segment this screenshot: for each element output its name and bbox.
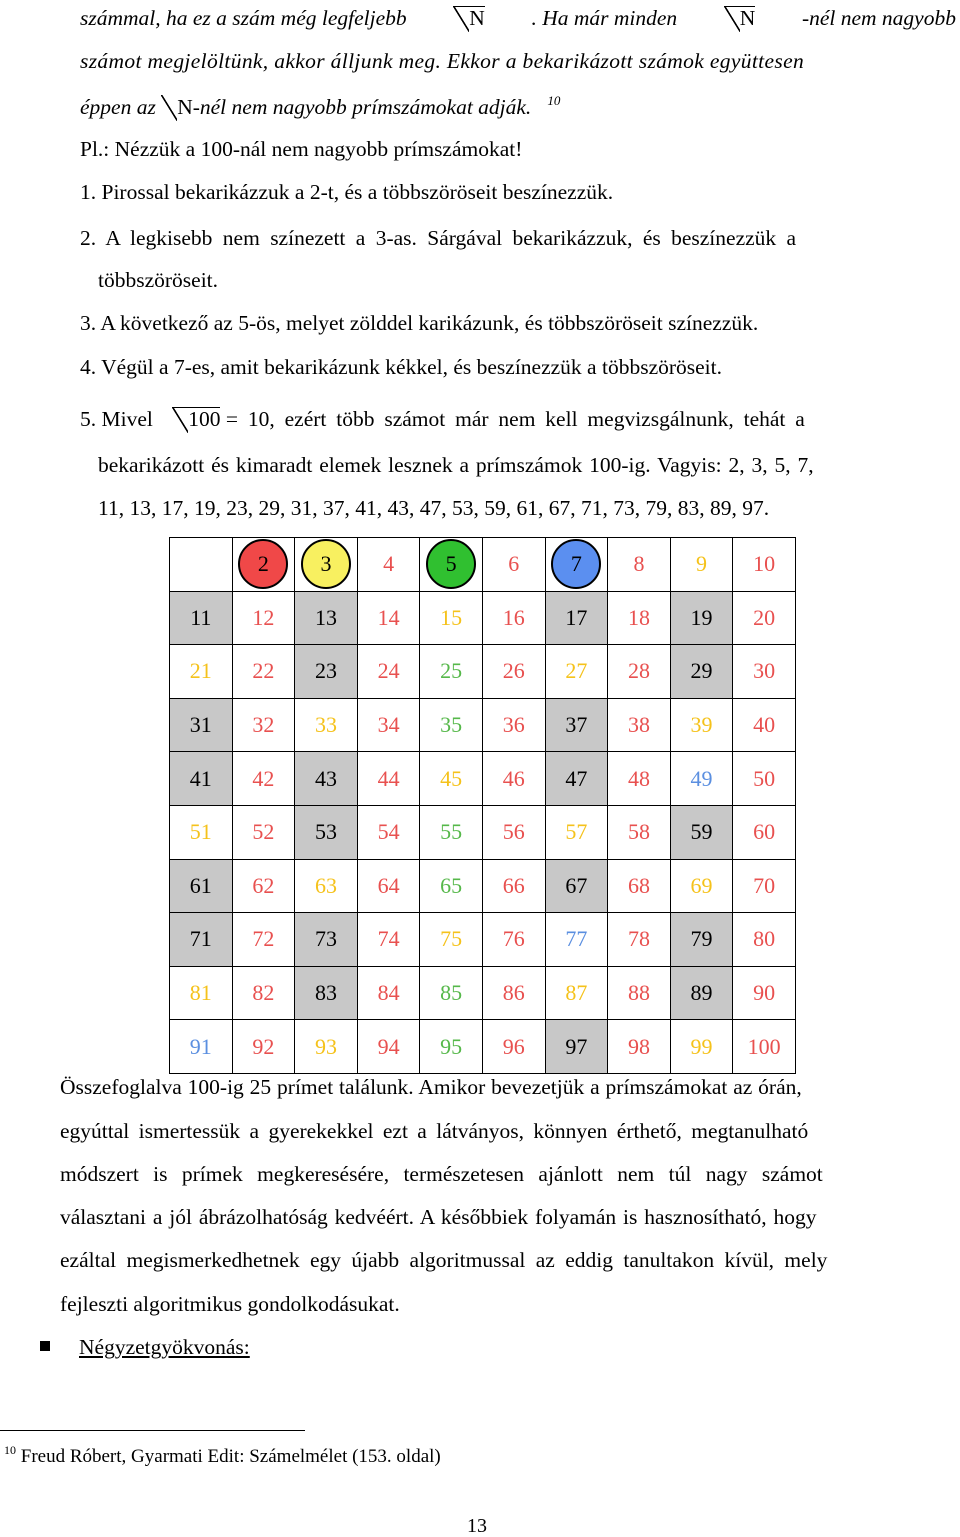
sieve-cell-68 — [608, 860, 671, 914]
intro-line-2: számot megjelöltünk, akkor álljunk meg. Ekkor a bekarikázott számok együttesen — [80, 49, 805, 73]
sieve-cell-10 — [733, 538, 796, 592]
sieve-cell-72 — [233, 913, 296, 967]
sieve-number: 97 — [565, 1033, 588, 1059]
sieve-cell-71 — [170, 913, 233, 967]
sieve-number: 77 — [565, 926, 588, 952]
sieve-number: 89 — [690, 980, 713, 1006]
sieve-number: 91 — [189, 1033, 212, 1059]
sieve-number: 57 — [565, 819, 588, 845]
sieve-cell-30 — [733, 645, 796, 699]
sieve-number: 98 — [627, 1033, 650, 1059]
sieve-number: 21 — [189, 658, 212, 684]
sieve-cell-80 — [733, 913, 796, 967]
sieve-cell-22 — [233, 645, 296, 699]
sieve-number: 66 — [502, 872, 525, 898]
sieve-cell-57 — [546, 806, 609, 860]
summary-line-4: választani a jól ábrázolhatóság kedvéért. A későbbiek folyamán is hasznosítható, hogy — [60, 1205, 817, 1229]
sieve-cell-65 — [420, 860, 483, 914]
sieve-number: 69 — [690, 872, 713, 898]
sieve-number: 13 — [314, 604, 337, 630]
sieve-cell-26 — [483, 645, 546, 699]
sieve-number: 11 — [190, 604, 212, 630]
sieve-number: 37 — [565, 712, 588, 738]
sieve-number: 87 — [565, 980, 588, 1006]
sqrt-n-3: N — [161, 95, 193, 119]
sieve-cell-28 — [608, 645, 671, 699]
sieve-cell-94 — [358, 1020, 421, 1074]
sieve-number: 6 — [508, 551, 520, 577]
sieve-cell-88 — [608, 967, 671, 1021]
sieve-cell-43 — [295, 752, 358, 806]
circled-prime-7: 7 — [551, 539, 601, 589]
step-1: 1. Pirossal bekarikázzuk a 2-t, és a többszöröseit beszínezzük. — [80, 180, 614, 204]
sieve-number: 81 — [189, 980, 212, 1006]
sieve-number: 9 — [696, 551, 708, 577]
sieve-number: 56 — [502, 819, 525, 845]
sieve-number: 26 — [502, 658, 525, 684]
sieve-cell-11 — [170, 592, 233, 646]
sieve-number: 23 — [314, 658, 337, 684]
sieve-cell-95 — [420, 1020, 483, 1074]
sieve-number: 43 — [314, 765, 337, 791]
sieve-cell-40 — [733, 699, 796, 753]
sieve-cell-54 — [358, 806, 421, 860]
sieve-cell-36 — [483, 699, 546, 753]
sieve-number: 41 — [189, 765, 212, 791]
sieve-number: 45 — [440, 765, 463, 791]
step-2-cont: többszöröseit. — [98, 268, 219, 292]
sieve-cell-59 — [671, 806, 734, 860]
sieve-cell-46 — [483, 752, 546, 806]
sieve-cell-19 — [671, 592, 734, 646]
summary-line-1: Összefoglalva 100-ig 25 prímet találunk. Amikor bevezetjük a prímszámokat az órán, — [60, 1075, 802, 1099]
sieve-cell-91 — [170, 1020, 233, 1074]
section-title: Négyzetgyökvonás: — [79, 1335, 250, 1359]
sieve-number: 44 — [377, 765, 400, 791]
footnote-mark: 10 — [4, 1443, 16, 1457]
sieve-number: 67 — [565, 872, 588, 898]
sieve-cell-66 — [483, 860, 546, 914]
sieve-cell-86 — [483, 967, 546, 1021]
sieve-cell-53 — [295, 806, 358, 860]
sieve-cell-67 — [546, 860, 609, 914]
sieve-number: 40 — [753, 712, 776, 738]
sieve-cell-44 — [358, 752, 421, 806]
sieve-cell-78 — [608, 913, 671, 967]
sieve-number: 30 — [753, 658, 776, 684]
sieve-cell-37 — [546, 699, 609, 753]
sieve-number: 90 — [753, 980, 776, 1006]
sieve-number: 59 — [690, 819, 713, 845]
sieve-cell-92 — [233, 1020, 296, 1074]
sieve-cell-41 — [170, 752, 233, 806]
step-2: 2. A legkisebb nem színezett a 3-as. Sárgával bekarikázzuk, és beszínezzük a — [80, 226, 797, 250]
sieve-number: 74 — [377, 926, 400, 952]
sieve-number: 54 — [377, 819, 400, 845]
sieve-cell-73 — [295, 913, 358, 967]
summary-line-5: ezáltal megismerkedhetnek egy újabb algoritmussal az eddig tanultakon kívül, mely — [60, 1248, 828, 1272]
sieve-cell-51 — [170, 806, 233, 860]
sieve-number: 4 — [383, 551, 395, 577]
sieve-cell-7 — [546, 538, 609, 592]
sieve-cell-48 — [608, 752, 671, 806]
sieve-cell-31 — [170, 699, 233, 753]
sieve-cell-13 — [295, 592, 358, 646]
step-4: 4. Végül a 7-es, amit bekarikázunk kékkel, és beszínezzük a többszöröseit. — [80, 355, 722, 379]
sieve-cell-85 — [420, 967, 483, 1021]
sieve-cell-38 — [608, 699, 671, 753]
footnote-ref: 10 — [547, 93, 561, 108]
sieve-number: 61 — [189, 872, 212, 898]
sieve-cell-17 — [546, 592, 609, 646]
sieve-number: 28 — [627, 658, 650, 684]
bullet-square-icon — [40, 1341, 50, 1351]
sieve-cell-32 — [233, 699, 296, 753]
sieve-number: 64 — [377, 872, 400, 898]
sieve-number: 62 — [252, 872, 275, 898]
sieve-cell-52 — [233, 806, 296, 860]
sieve-number: 99 — [690, 1033, 713, 1059]
sieve-number: 52 — [252, 819, 275, 845]
sieve-cell-5 — [420, 538, 483, 592]
sieve-number: 83 — [314, 980, 337, 1006]
sieve-number: 32 — [252, 712, 275, 738]
sieve-cell-12 — [233, 592, 296, 646]
sieve-number: 72 — [252, 926, 275, 952]
circled-prime-2: 2 — [238, 539, 288, 589]
sieve-number: 25 — [440, 658, 463, 684]
sieve-cell-61 — [170, 860, 233, 914]
sieve-cell-93 — [295, 1020, 358, 1074]
sieve-cell-3 — [295, 538, 358, 592]
sieve-cell-82 — [233, 967, 296, 1021]
sieve-cell-62 — [233, 860, 296, 914]
sieve-number: 70 — [753, 872, 776, 898]
sieve-number: 63 — [314, 872, 337, 898]
footnote-separator — [0, 1430, 305, 1431]
sieve-cell-35 — [420, 699, 483, 753]
sieve-cell-97 — [546, 1020, 609, 1074]
sieve-cell-84 — [358, 967, 421, 1021]
sieve-number: 75 — [440, 926, 463, 952]
sieve-number: 24 — [377, 658, 400, 684]
sieve-cell-23 — [295, 645, 358, 699]
sieve-number: 31 — [189, 712, 212, 738]
sieve-number: 84 — [377, 980, 400, 1006]
sieve-number: 38 — [627, 712, 650, 738]
sieve-cell-56 — [483, 806, 546, 860]
sieve-cell-16 — [483, 592, 546, 646]
sieve-number: 19 — [690, 604, 713, 630]
sieve-number: 27 — [565, 658, 588, 684]
sieve-cell-20 — [733, 592, 796, 646]
sieve-number: 8 — [633, 551, 645, 577]
sieve-cell-2 — [233, 538, 296, 592]
sieve-cell-45 — [420, 752, 483, 806]
sieve-cell-29 — [671, 645, 734, 699]
sieve-number: 10 — [753, 551, 776, 577]
example-heading: Pl.: Nézzük a 100-nál nem nagyobb prímszámokat! — [80, 137, 523, 161]
sieve-number: 95 — [440, 1033, 463, 1059]
sieve-number: 100 — [747, 1033, 781, 1059]
circled-prime-5: 5 — [426, 539, 476, 589]
sieve-number: 36 — [502, 712, 525, 738]
sqrt-n-2: N — [724, 6, 756, 31]
sieve-number: 47 — [565, 765, 588, 791]
sieve-number: 16 — [502, 604, 525, 630]
sieve-cell-63 — [295, 860, 358, 914]
sieve-number: 92 — [252, 1033, 275, 1059]
sieve-number: 71 — [189, 926, 212, 952]
sieve-cell-83 — [295, 967, 358, 1021]
sieve-number: 78 — [627, 926, 650, 952]
sieve-cell-98 — [608, 1020, 671, 1074]
sieve-cell-70 — [733, 860, 796, 914]
sieve-number: 58 — [627, 819, 650, 845]
sieve-number: 60 — [753, 819, 776, 845]
sieve-cell-6 — [483, 538, 546, 592]
circled-prime-3: 3 — [301, 539, 351, 589]
sieve-number: 34 — [377, 712, 400, 738]
sieve-cell-55 — [420, 806, 483, 860]
sieve-cell-9 — [671, 538, 734, 592]
sieve-cell-empty — [170, 538, 233, 592]
sieve-cell-21 — [170, 645, 233, 699]
step-3: 3. A következő az 5-ös, melyet zölddel karikázunk, és többszöröseit színezzük. — [80, 311, 759, 335]
sieve-number: 86 — [502, 980, 525, 1006]
sieve-number: 35 — [440, 712, 463, 738]
sieve-number: 46 — [502, 765, 525, 791]
step-5-cont-1: bekarikázott és kimaradt elemek lesznek a prímszámok 100-ig. Vagyis: 2, 3, 5, 7, — [98, 453, 814, 477]
sieve-number: 33 — [314, 712, 337, 738]
sieve-number: 17 — [565, 604, 588, 630]
sieve-cell-14 — [358, 592, 421, 646]
sieve-number: 14 — [377, 604, 400, 630]
sieve-number: 22 — [252, 658, 275, 684]
sieve-cell-76 — [483, 913, 546, 967]
sieve-cell-27 — [546, 645, 609, 699]
sieve-number: 29 — [690, 658, 713, 684]
sieve-cell-75 — [420, 913, 483, 967]
sieve-cell-87 — [546, 967, 609, 1021]
intro-text-b: . Ha már minden — [531, 6, 678, 30]
sieve-number: 49 — [690, 765, 713, 791]
sieve-cell-50 — [733, 752, 796, 806]
sieve-number: 76 — [502, 926, 525, 952]
sieve-number: 15 — [440, 604, 463, 630]
sieve-number: 94 — [377, 1033, 400, 1059]
sieve-number: 48 — [627, 765, 650, 791]
sieve-number: 88 — [627, 980, 650, 1006]
sieve-cell-33 — [295, 699, 358, 753]
footnote-text: Freud Róbert, Gyarmati Edit: Számelmélet (153. oldal) — [20, 1446, 441, 1467]
step-5: 5. Mivel 100 = 10, ezért több számot már nem kell megvizsgálnunk, tehát a — [80, 407, 805, 431]
footnote — [4, 1444, 441, 1466]
sieve-number: 79 — [690, 926, 713, 952]
sieve-number: 55 — [440, 819, 463, 845]
sieve-number: 12 — [252, 604, 275, 630]
sieve-cell-8 — [608, 538, 671, 592]
sieve-cell-18 — [608, 592, 671, 646]
sieve-number: 50 — [753, 765, 776, 791]
sieve-number: 39 — [690, 712, 713, 738]
sieve-cell-96 — [483, 1020, 546, 1074]
sieve-number: 18 — [627, 604, 650, 630]
summary-line-3: módszert is prímek megkeresésére, természetesen ajánlott nem túl nagy számot — [60, 1162, 823, 1186]
sieve-cell-79 — [671, 913, 734, 967]
sieve-number: 53 — [314, 819, 337, 845]
sieve-cell-47 — [546, 752, 609, 806]
sieve-cell-42 — [233, 752, 296, 806]
sieve-number: 93 — [314, 1033, 337, 1059]
sieve-number: 20 — [753, 604, 776, 630]
summary-line-6: fejleszti algoritmikus gondolkodásukat. — [60, 1292, 400, 1316]
sieve-cell-34 — [358, 699, 421, 753]
sieve-number: 80 — [753, 926, 776, 952]
step-5-cont-2: 11, 13, 17, 19, 23, 29, 31, 37, 41, 43, 47, 53, 59, 61, 67, 71, 73, 79, 83, 89, 97. — [98, 496, 770, 520]
sieve-cell-58 — [608, 806, 671, 860]
sieve-table — [169, 537, 796, 1074]
sieve-number: 65 — [440, 872, 463, 898]
intro-text-c: -nél nem nagyobb — [801, 6, 956, 30]
sieve-cell-90 — [733, 967, 796, 1021]
sieve-number: 96 — [502, 1033, 525, 1059]
sieve-cell-77 — [546, 913, 609, 967]
sieve-number: 82 — [252, 980, 275, 1006]
sieve-number: 73 — [314, 926, 337, 952]
sieve-cell-4 — [358, 538, 421, 592]
sieve-number: 51 — [189, 819, 212, 845]
intro-text-a: számmal, ha ez a szám még legfeljebb — [80, 6, 407, 30]
sieve-cell-39 — [671, 699, 734, 753]
sieve-cell-81 — [170, 967, 233, 1021]
intro-line-1 — [80, 6, 956, 31]
sieve-cell-100 — [733, 1020, 796, 1074]
summary-line-2: egyúttal ismertessük a gyerekekkel ezt a látványos, könnyen érthető, megtanulható — [60, 1119, 809, 1143]
sieve-number: 68 — [627, 872, 650, 898]
page-number: 13 — [467, 1515, 487, 1537]
sqrt-100: 100 — [172, 407, 220, 431]
sqrt-n: N — [453, 6, 485, 31]
sieve-cell-60 — [733, 806, 796, 860]
sieve-cell-15 — [420, 592, 483, 646]
sieve-cell-89 — [671, 967, 734, 1021]
sieve-cell-49 — [671, 752, 734, 806]
sieve-cell-74 — [358, 913, 421, 967]
sieve-cell-64 — [358, 860, 421, 914]
sieve-cell-69 — [671, 860, 734, 914]
sieve-cell-99 — [671, 1020, 734, 1074]
sieve-number: 42 — [252, 765, 275, 791]
sieve-number: 85 — [440, 980, 463, 1006]
intro-line-3: éppen az N-nél nem nagyobb prímszámokat adják. $^{10}$ — [80, 93, 561, 119]
sieve-cell-25 — [420, 645, 483, 699]
sieve-cell-24 — [358, 645, 421, 699]
